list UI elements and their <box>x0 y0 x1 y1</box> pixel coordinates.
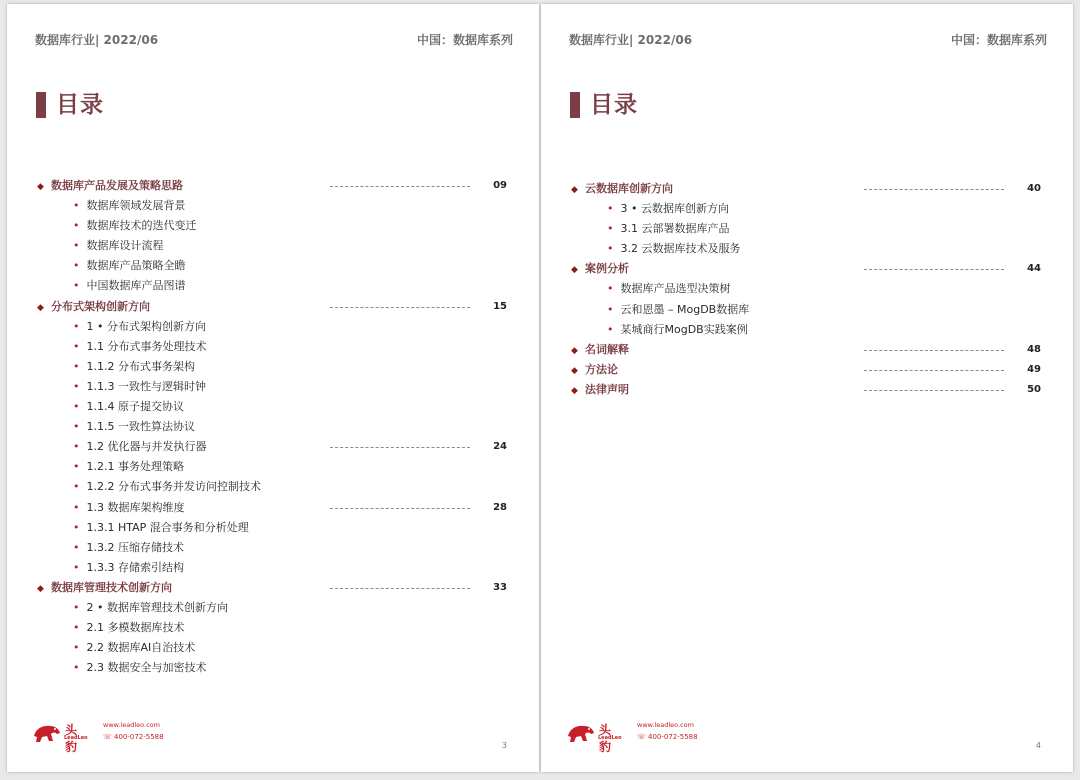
toc-entry-label: 中国数据库产品图谱 <box>86 279 186 293</box>
toc-entry-label: 数据库管理技术创新方向 <box>51 580 172 594</box>
dot-bullet-icon: • <box>607 282 614 296</box>
dot-bullet-icon: • <box>607 202 614 216</box>
brand-phone <box>103 733 164 741</box>
toc-page-number: 49 <box>1027 363 1041 375</box>
dotted-leader <box>330 307 470 308</box>
toc-entry-label: 云数据库创新方向 <box>585 182 673 195</box>
title-bar <box>36 92 46 118</box>
toc-entry-label: 1.1.5 一致性算法协议 <box>86 420 195 434</box>
dot-bullet-icon: • <box>607 302 614 316</box>
toc-subsection-entry[interactable] <box>37 276 509 296</box>
toc-page-number: 50 <box>1027 383 1041 395</box>
toc-subsection-entry[interactable] <box>37 618 509 638</box>
toc-entry-label: 1 • 分布式架构创新方向 <box>86 319 206 333</box>
toc-entry-label: 数据库领域发展背景 <box>86 199 186 213</box>
dot-bullet-icon: • <box>73 259 80 273</box>
dot-bullet-icon: • <box>73 199 80 213</box>
header-report-label: 数据库行业| 2022/06 <box>35 33 159 47</box>
toc-entry-label: 数据库设计流程 <box>86 239 164 253</box>
phone-icon: ☏ <box>103 733 114 741</box>
toc-entry-label: 3 • 云数据库创新方向 <box>620 202 729 216</box>
toc-subsection-entry[interactable] <box>37 236 509 256</box>
toc-subsection-entry[interactable] <box>37 377 509 397</box>
toc-subsection-entry[interactable] <box>37 598 509 618</box>
toc-subsection-entry[interactable] <box>571 300 1043 320</box>
dotted-leader <box>864 370 1004 371</box>
page-number: 3 <box>501 741 507 750</box>
toc-entry-label: 1.3 数据库架构维度 <box>86 500 185 514</box>
diamond-bullet-icon: ◆ <box>37 302 44 313</box>
toc-entry-label: 1.1 分布式事务处理技术 <box>86 339 207 353</box>
dotted-leader <box>330 508 470 509</box>
dot-bullet-icon: • <box>73 239 80 253</box>
toc-subsection-entry[interactable] <box>37 498 509 518</box>
toc-page-number: 09 <box>493 180 507 191</box>
page-number: 4 <box>1035 741 1041 750</box>
toc-subsection-entry[interactable] <box>37 337 509 357</box>
toc-section-entry[interactable] <box>571 340 1043 360</box>
dot-bullet-icon: • <box>73 520 80 534</box>
toc-entry-label: 方法论 <box>585 362 618 376</box>
toc-entry-label: 数据库产品发展及策略思路 <box>51 179 183 192</box>
toc-subsection-entry[interactable] <box>37 216 509 236</box>
title-bar <box>570 92 580 118</box>
toc-page-number: 40 <box>1027 183 1041 194</box>
toc-subsection-entry[interactable] <box>37 357 509 377</box>
toc-entry-label: 云和恩墨 – MogDB数据库 <box>620 302 750 316</box>
toc-subsection-entry[interactable] <box>37 196 509 216</box>
toc-entry-label: 2 • 数据库管理技术创新方向 <box>86 600 228 614</box>
dot-bullet-icon: • <box>73 400 80 414</box>
diamond-bullet-icon: ◆ <box>37 182 44 192</box>
toc-entry-label: 1.2.2 分布式事务并发访问控制技术 <box>86 480 261 494</box>
dot-bullet-icon: • <box>73 500 80 514</box>
toc-entry-label: 1.3.1 HTAP 混合事务和分析处理 <box>86 520 249 534</box>
dotted-leader <box>864 390 1004 391</box>
toc-section-entry[interactable] <box>571 259 1043 279</box>
toc-subsection-entry[interactable] <box>37 317 509 337</box>
dot-bullet-icon: • <box>73 460 80 474</box>
toc-subsection-entry[interactable] <box>37 417 509 437</box>
toc-entry-label: 数据库产品策略全瞻 <box>86 259 186 273</box>
dot-bullet-icon: • <box>73 279 80 293</box>
toc-entry-label: 2.1 多模数据库技术 <box>86 621 185 635</box>
toc-page-number: 33 <box>493 581 507 593</box>
leopard-logo-icon <box>567 722 595 744</box>
leopard-logo-icon <box>33 722 61 744</box>
toc-entry-label: 1.2.1 事务处理策略 <box>86 460 184 474</box>
toc-entry-label: 数据库产品选型决策树 <box>620 282 731 296</box>
dot-bullet-icon: • <box>73 339 80 353</box>
brand-latin: LeadLeo <box>598 735 622 741</box>
toc-title <box>36 91 104 119</box>
brand-name: 头豹 <box>599 723 614 754</box>
toc-entry-label: 数据库技术的迭代变迁 <box>86 219 197 233</box>
right-page <box>541 4 1073 772</box>
brand-website[interactable]: www.leadleo.com <box>637 721 694 729</box>
dotted-leader <box>330 447 470 448</box>
dot-bullet-icon: • <box>73 480 80 494</box>
phone-number: 400-072-5588 <box>647 733 698 741</box>
toc-title-text: 目录 <box>590 92 638 118</box>
dot-bullet-icon: • <box>607 222 614 236</box>
dotted-leader <box>330 588 470 589</box>
header-series-label: 中国：数据库系列 <box>416 33 513 47</box>
toc-section-entry[interactable] <box>37 297 509 317</box>
brand-phone <box>637 733 698 741</box>
brand-name: 头豹 <box>65 723 80 754</box>
toc-entry-label: 名词解释 <box>585 342 629 356</box>
toc-section-entry[interactable] <box>37 176 509 196</box>
toc-entry-label: 3.2 云数据库技术及服务 <box>620 242 741 256</box>
toc-subsection-entry[interactable] <box>37 477 509 497</box>
toc-subsection-entry[interactable] <box>37 658 509 678</box>
toc-entry-label: 1.2 优化器与并发执行器 <box>86 440 207 454</box>
toc-subsection-entry[interactable] <box>571 279 1043 299</box>
toc-subsection-entry[interactable] <box>571 199 1043 219</box>
toc-page-number: 44 <box>1027 263 1041 275</box>
toc-page-number: 28 <box>493 501 507 513</box>
dot-bullet-icon: • <box>73 540 80 554</box>
dot-bullet-icon: • <box>73 641 80 655</box>
phone-icon: ☏ <box>637 733 648 741</box>
dot-bullet-icon: • <box>73 219 80 233</box>
toc-subsection-entry[interactable] <box>37 397 509 417</box>
diamond-bullet-icon: ◆ <box>571 345 578 356</box>
toc-section-entry[interactable] <box>37 578 509 598</box>
toc-entry-label: 案例分析 <box>585 262 629 276</box>
toc-subsection-entry[interactable] <box>37 518 509 538</box>
toc-entry-label: 分布式架构创新方向 <box>51 299 150 313</box>
toc-page-number: 15 <box>493 300 507 312</box>
toc-entry-label: 1.3.3 存储索引结构 <box>86 560 184 574</box>
dot-bullet-icon: • <box>73 319 80 333</box>
dot-bullet-icon: • <box>73 621 80 635</box>
toc-entry-label: 2.2 数据库AI自治技术 <box>86 641 196 655</box>
toc-entry-label: 1.1.3 一致性与逻辑时钟 <box>86 379 206 393</box>
dot-bullet-icon: • <box>73 560 80 574</box>
toc-entry-label: 1.1.2 分布式事务架构 <box>86 359 195 373</box>
dot-bullet-icon: • <box>607 322 614 336</box>
toc-entry-label: 1.3.2 压缩存储技术 <box>86 540 184 554</box>
diamond-bullet-icon: ◆ <box>571 385 578 396</box>
left-page <box>7 4 539 772</box>
toc-title-text: 目录 <box>56 92 104 118</box>
header-series-label: 中国：数据库系列 <box>950 33 1047 47</box>
header-report-label: 数据库行业| 2022/06 <box>569 33 693 47</box>
dotted-leader <box>864 350 1004 351</box>
toc-subsection-entry[interactable] <box>37 256 509 276</box>
dot-bullet-icon: • <box>73 661 80 675</box>
toc-subsection-entry[interactable] <box>37 638 509 658</box>
toc-entry-label: 2.3 数据安全与加密技术 <box>86 661 207 675</box>
diamond-bullet-icon: ◆ <box>571 265 578 276</box>
dotted-leader <box>864 189 1004 190</box>
toc-entry-label: 1.1.4 原子提交协议 <box>86 400 184 414</box>
toc-entry-label: 3.1 云部署数据库产品 <box>620 222 730 236</box>
diamond-bullet-icon: ◆ <box>37 583 44 594</box>
toc-entry-label: 某城商行MogDB实践案例 <box>620 322 748 336</box>
toc-list <box>37 176 509 678</box>
toc-subsection-entry[interactable] <box>37 558 509 578</box>
toc-list <box>571 179 1043 400</box>
toc-subsection-entry[interactable] <box>37 538 509 558</box>
diamond-bullet-icon: ◆ <box>571 365 578 376</box>
dot-bullet-icon: • <box>73 440 80 454</box>
toc-subsection-entry[interactable] <box>37 437 509 457</box>
toc-entry-label: 法律声明 <box>585 382 629 396</box>
dot-bullet-icon: • <box>73 379 80 393</box>
dotted-leader <box>864 269 1004 270</box>
toc-section-entry[interactable] <box>571 179 1043 199</box>
toc-section-entry[interactable] <box>571 380 1043 400</box>
toc-section-entry[interactable] <box>571 360 1043 380</box>
diamond-bullet-icon: ◆ <box>571 185 578 195</box>
phone-number: 400-072-5588 <box>113 733 164 741</box>
toc-subsection-entry[interactable] <box>571 239 1043 259</box>
dotted-leader <box>330 186 470 187</box>
brand-latin: LeadLeo <box>64 735 88 741</box>
toc-subsection-entry[interactable] <box>571 219 1043 239</box>
toc-page-number: 48 <box>1027 343 1041 355</box>
toc-page-number: 24 <box>493 441 507 453</box>
dot-bullet-icon: • <box>73 600 80 614</box>
toc-subsection-entry[interactable] <box>571 320 1043 340</box>
brand-website[interactable]: www.leadleo.com <box>103 721 160 729</box>
toc-subsection-entry[interactable] <box>37 457 509 477</box>
dot-bullet-icon: • <box>73 359 80 373</box>
toc-title <box>570 91 638 119</box>
dot-bullet-icon: • <box>73 420 80 434</box>
dot-bullet-icon: • <box>607 242 614 256</box>
